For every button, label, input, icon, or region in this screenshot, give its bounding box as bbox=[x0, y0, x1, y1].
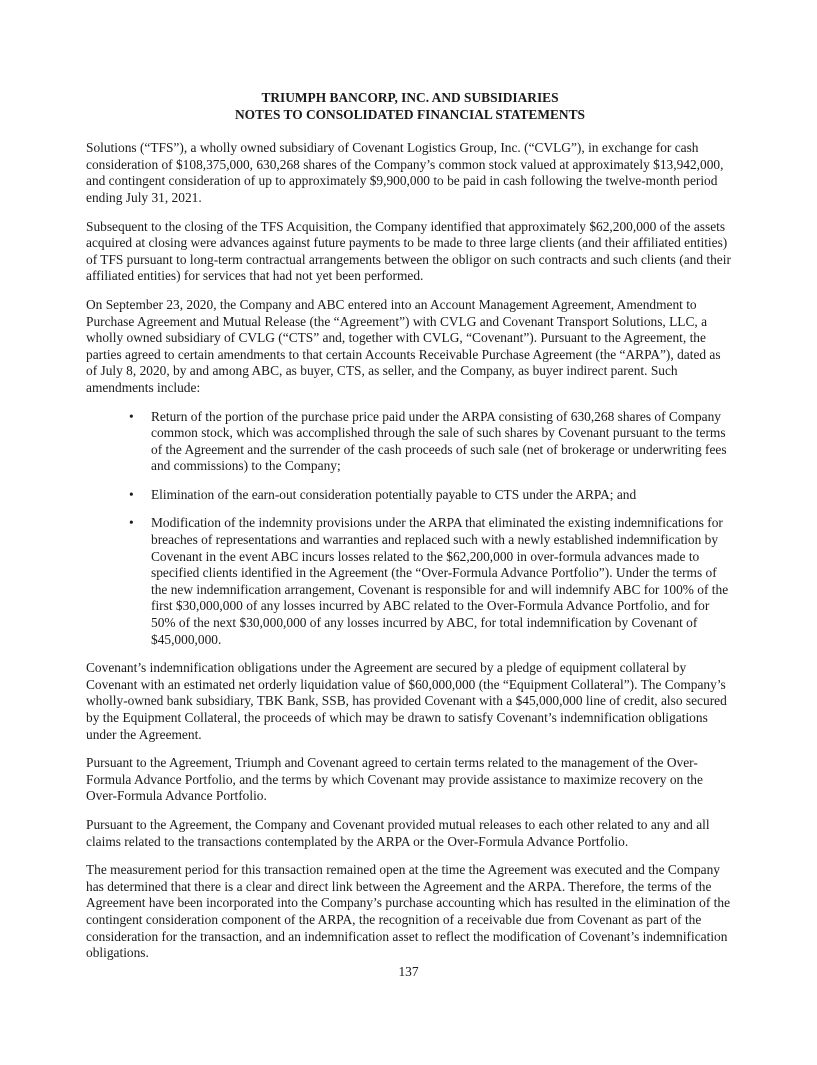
paragraph-measurement-period: The measurement period for this transaction remained open at the time the Agreement was executed and the Company has determined that there is a clear and direct link between the Agreement and the ARPA. Therefore, the terms of the Agreement have been incorporated into the Company’s purchase accounting which has resulted in the elimination of the contingent consideration component of the ARPA, the recognition of a receivable due from Covenant as part of the consideration for the transaction, and an indemnification asset to reflect the modification of Covenant’s indemnification obligations. bbox=[86, 862, 731, 961]
bullet-icon: • bbox=[129, 486, 134, 502]
bullet-icon: • bbox=[129, 515, 134, 531]
paragraph-equipment-collateral: Covenant’s indemnification obligations under the Agreement are secured by a pledge of equipment collateral by Covenant with an estimated net orderly liquidation value of $60,000,000 (the “Equipment Collateral”). The Company’s wholly-owned bank subsidiary, TBK Bank, SSB, has provided Covenant with a $45,000,000 line of credit, also secured by the Equipment Collateral, the proceeds of which may be drawn to satisfy Covenant’s indemnification obligations under the Agreement. bbox=[86, 660, 727, 742]
paragraph-mutual-releases: Pursuant to the Agreement, the Company and Covenant provided mutual releases to each other related to any and all claims related to the transactions contemplated by the ARPA or the Over-Formula Advance Portfolio. bbox=[86, 816, 710, 849]
list-item-earn-out-elimination bbox=[86, 487, 734, 504]
list-item-text: Elimination of the earn-out consideration potentially payable to CTS under the ARPA; and bbox=[151, 486, 637, 502]
page-number: 137 bbox=[398, 964, 419, 979]
list-item-text: Modification of the indemnity provisions under the ARPA that eliminated the existing indemnifications for breaches of representations and warranties and replaced such with a newly established indemnification by Covenant in the event ABC incurs losses related to the $62,200,000 in over-formula advances made to specified clients identified in the Agreement (the “Over-Formula Advance Portfolio”). Under the terms of the new indemnification arrangement, Covenant is responsible for and will indemnify ABC for 100% of the first $30,000,000 of any losses incurred by ABC related to the Over-Formula Advance Portfolio, and for 50% of the next $30,000,000 of any losses incurred by ABC, for total indemnification by Covenant of $45,000,000. bbox=[151, 515, 729, 647]
bullet-icon: • bbox=[129, 408, 134, 424]
amendments-list bbox=[86, 409, 734, 649]
notes-title: NOTES TO CONSOLIDATED FINANCIAL STATEMENTS bbox=[235, 106, 585, 122]
document-header bbox=[86, 90, 734, 123]
paragraph-tfs-consideration: Solutions (“TFS”), a wholly owned subsidiary of Covenant Logistics Group, Inc. (“CVLG”), in exchange for cash consideration of $108,375,000, 630,268 shares of the Company’s common stock valued at approximately $13,942,000, and contingent consideration of up to approximately $9,900,000 to be paid in cash following the twelve-month period ending July 31, 2021. bbox=[86, 140, 724, 205]
paragraph-tfs-closing: Subsequent to the closing of the TFS Acquisition, the Company identified that approximately $62,200,000 of the assets acquired at closing were advances against future payments to be made to three large clients (and their affiliated entities) of TFS pursuant to long-term contractual arrangements between the obligor on such contracts and such clients (and their affiliated entities) for services that had not yet been performed. bbox=[86, 218, 731, 284]
list-item-return-of-purchase-price bbox=[86, 409, 734, 475]
paragraph-account-management-agreement: On September 23, 2020, the Company and ABC entered into an Account Management Agreement, Amendment to Purchase Agreement and Mutual Release (the “Agreement”) with CVLG and Covenant Transport Solutions, LLC, a wholly owned subsidiary of CVLG (“CTS” and, together with CVLG, “Covenant”). Pursuant to the Agreement, the parties agreed to certain amendments to that certain Accounts Receivable Purchase Agreement (the “ARPA”), dated as of July 8, 2020, by and among ABC, as buyer, CTS, as seller, and the Company, as buyer indirect parent. Such amendments include: bbox=[86, 296, 721, 395]
paragraph-portfolio-management: Pursuant to the Agreement, Triumph and Covenant agreed to certain terms related to the management of the Over-Formula Advance Portfolio, and the terms by which Covenant may provide assistance to maximize recovery on the Over-Formula Advance Portfolio. bbox=[86, 755, 703, 804]
list-item-text: Return of the portion of the purchase price paid under the ARPA consisting of 630,268 shares of Company common stock, which was accomplished through the sale of such shares by Covenant pursuant to the terms of the Agreement and the surrender of the cash proceeds of such sale (net of brokerage or underwriting fees and commissions) to the Company; bbox=[151, 408, 727, 474]
list-item-indemnity-modification bbox=[86, 515, 734, 648]
document-page bbox=[86, 90, 734, 962]
company-name-title: TRIUMPH BANCORP, INC. AND SUBSIDIARIES bbox=[261, 90, 559, 105]
